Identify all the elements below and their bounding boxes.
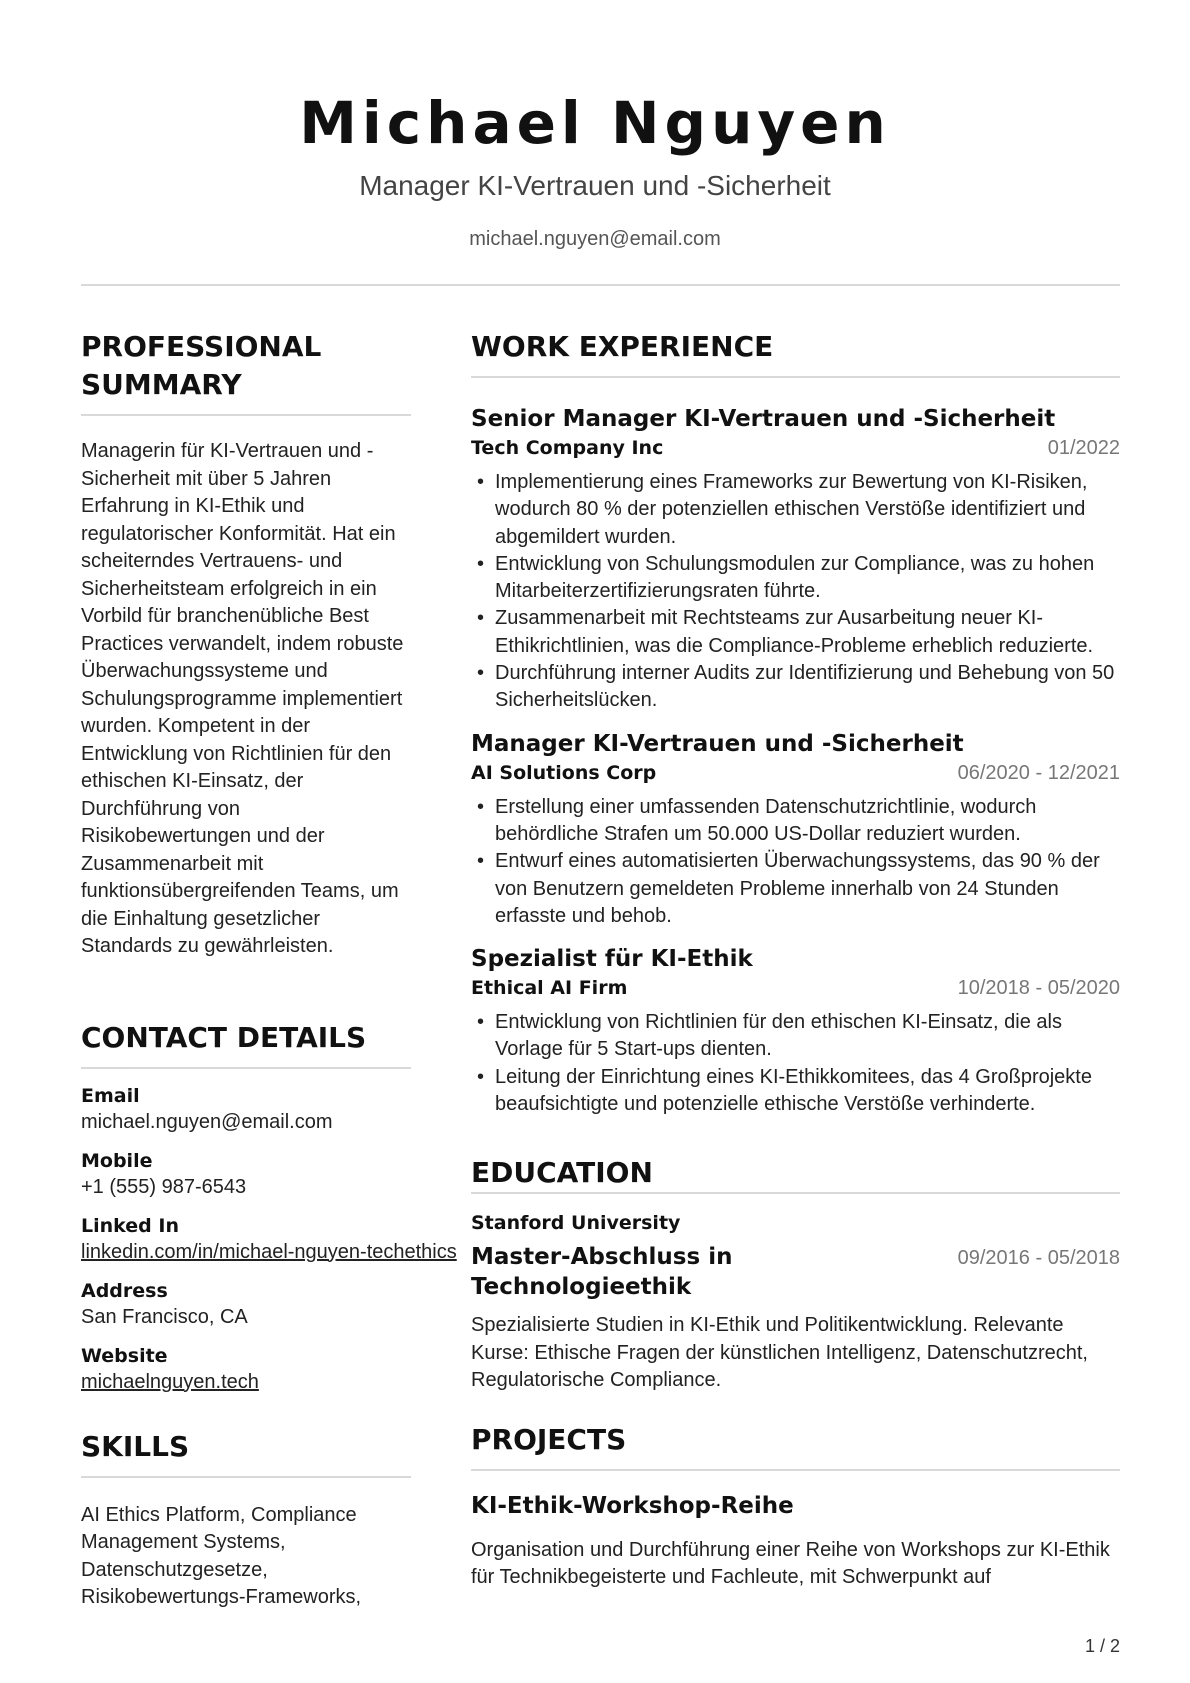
contact-section <box>81 1019 457 1396</box>
job-bullet: • Erstellung einer umfassenden Datenschutzrichtlinie, wodurch behördliche Strafen um 50.000 US-Dollar reduziert wurden. <box>471 794 1120 849</box>
mobile-label: Mobile <box>81 1149 153 1172</box>
contact-email: michael.nguyen@email.com <box>81 1110 333 1133</box>
education-divider <box>471 1192 1120 1194</box>
degree-title: Master-Abschluss in Technologieethik <box>471 1244 733 1301</box>
candidate-name: Michael Nguyen <box>299 89 891 157</box>
work-section <box>471 328 1120 1118</box>
header-divider <box>81 284 1120 286</box>
job-title: Spezialist für KI-Ethik <box>471 946 753 973</box>
job-entry <box>471 944 1120 1118</box>
skills-section <box>81 1428 411 1612</box>
page-number: 1 / 2 <box>1084 1636 1120 1656</box>
website-label: Website <box>81 1344 168 1367</box>
job-bullet: • Entwicklung von Richtlinien für den ethischen KI-Einsatz, die als Vorlage für 5 Start-ups dienten. <box>471 1009 1120 1064</box>
school-name: Stanford University <box>471 1212 681 1235</box>
job-company: Ethical AI Firm <box>471 977 628 1000</box>
job-title: Manager KI-Vertrauen und -Sicherheit <box>471 730 964 757</box>
job-bullet: • Durchführung interner Audits zur Identifizierung und Behebung von 50 Sicherheitslücken. <box>471 660 1120 715</box>
projects-divider <box>471 1469 1120 1471</box>
job-bullets <box>471 1009 1120 1118</box>
email-label: Email <box>81 1084 140 1107</box>
linkedin-link[interactable]: linkedin.com/in/michael-nguyen-techethics <box>81 1240 457 1263</box>
summary-section <box>81 328 411 961</box>
job-bullet: • Entwurf eines automatisierten Überwachungssystems, das 90 % der von Benutzern gemeldeten Probleme innerhalb von 24 Stunden erfasste und behob. <box>471 848 1120 930</box>
job-bullets <box>471 794 1120 930</box>
job-bullet: • Zusammenarbeit mit Rechtsteams zur Ausarbeitung neuer KI-Ethikrichtlinien, was die Compliance-Probleme erheblich reduzierte. <box>471 605 1120 660</box>
job-dates: 06/2020 - 12/2021 <box>957 761 1120 784</box>
education-heading: EDUCATION <box>471 1156 653 1190</box>
project-title: KI-Ethik-Workshop-Reihe <box>471 1492 794 1519</box>
job-entry <box>471 404 1120 715</box>
summary-heading: PROFESSIONAL SUMMARY <box>81 330 322 401</box>
education-description: Spezialisierte Studien in KI-Ethik und Politikentwicklung. Relevante Kurse: Ethische Fragen der künstlichen Intelligenz, Datenschutzrecht, Regulatorische Compliance. <box>471 1314 1088 1392</box>
skills-text: AI Ethics Platform, Compliance Management Systems, Datenschutzgesetze, Risikobewertungs-Frameworks, <box>81 1503 362 1608</box>
work-divider <box>471 376 1120 378</box>
contact-address: San Francisco, CA <box>81 1305 248 1328</box>
summary-text: Managerin für KI-Vertrauen und -Sicherheit mit über 5 Jahren Erfahrung in KI-Ethik und regulatorischer Konformität. Hat ein scheiterndes Vertrauens- und Sicherheitsteam erfolgreich in ein Vorbild für branchenübliche Best Practices verwandelt, indem robuste Überwachungssysteme und Schulungsprogramme implementiert wurden. Kompetent in der Entwicklung von Richtlinien für den ethischen KI-Einsatz, der Durchführung von Risikobewertungen und der Zusammenarbeit mit funktionsübergreifenden Teams, um die Einhaltung gesetzlicher Standards zu gewährleisten. <box>81 440 404 957</box>
job-dates: 10/2018 - 05/2020 <box>957 977 1120 1000</box>
header-email: michael.nguyen@email.com <box>469 228 721 250</box>
left-column <box>81 328 457 1612</box>
projects-heading: PROJECTS <box>471 1422 627 1456</box>
contact-heading: CONTACT DETAILS <box>81 1020 367 1054</box>
job-entry <box>471 729 1120 930</box>
work-heading: WORK EXPERIENCE <box>471 330 774 363</box>
job-company: AI Solutions Corp <box>471 761 657 784</box>
linkedin-label: Linked In <box>81 1214 179 1237</box>
right-column <box>471 328 1120 1592</box>
skills-divider <box>81 1476 411 1478</box>
summary-divider <box>81 414 411 416</box>
projects-section <box>471 1421 1120 1592</box>
website-link[interactable]: michaelnguyen.tech <box>81 1370 259 1393</box>
contact-divider <box>81 1067 411 1069</box>
job-bullets <box>471 469 1120 715</box>
candidate-title: Manager KI-Vertrauen und -Sicherheit <box>359 170 831 201</box>
education-dates: 09/2016 - 05/2018 <box>957 1247 1120 1270</box>
job-dates: 01/2022 <box>1047 437 1120 459</box>
job-bullet: • Implementierung eines Frameworks zur Bewertung von KI-Risiken, wodurch 80 % der potenziellen ethischen Verstöße identifiziert und abgemildert wurden. <box>471 469 1120 551</box>
job-title: Senior Manager KI-Vertrauen und -Sicherheit <box>471 406 1056 432</box>
job-company: Tech Company Inc <box>471 437 664 459</box>
address-label: Address <box>81 1279 168 1302</box>
education-section <box>471 1154 1120 1395</box>
project-description: Organisation und Durchführung einer Reihe von Workshops zur KI-Ethik für Technikbegeisterte und Fachleute, mit Schwerpunkt auf <box>471 1538 1110 1589</box>
skills-heading: SKILLS <box>81 1429 190 1463</box>
job-bullet: • Leitung der Einrichtung eines KI-Ethikkomitees, das 4 Großprojekte beaufsichtigte und potenzielle ethische Verstöße verhinderte. <box>471 1064 1120 1119</box>
contact-mobile: +1 (555) 987-6543 <box>81 1175 247 1198</box>
job-bullet: • Entwicklung von Schulungsmodulen zur Compliance, was zu hohen Mitarbeiterzertifizierungsraten führte. <box>471 551 1120 606</box>
